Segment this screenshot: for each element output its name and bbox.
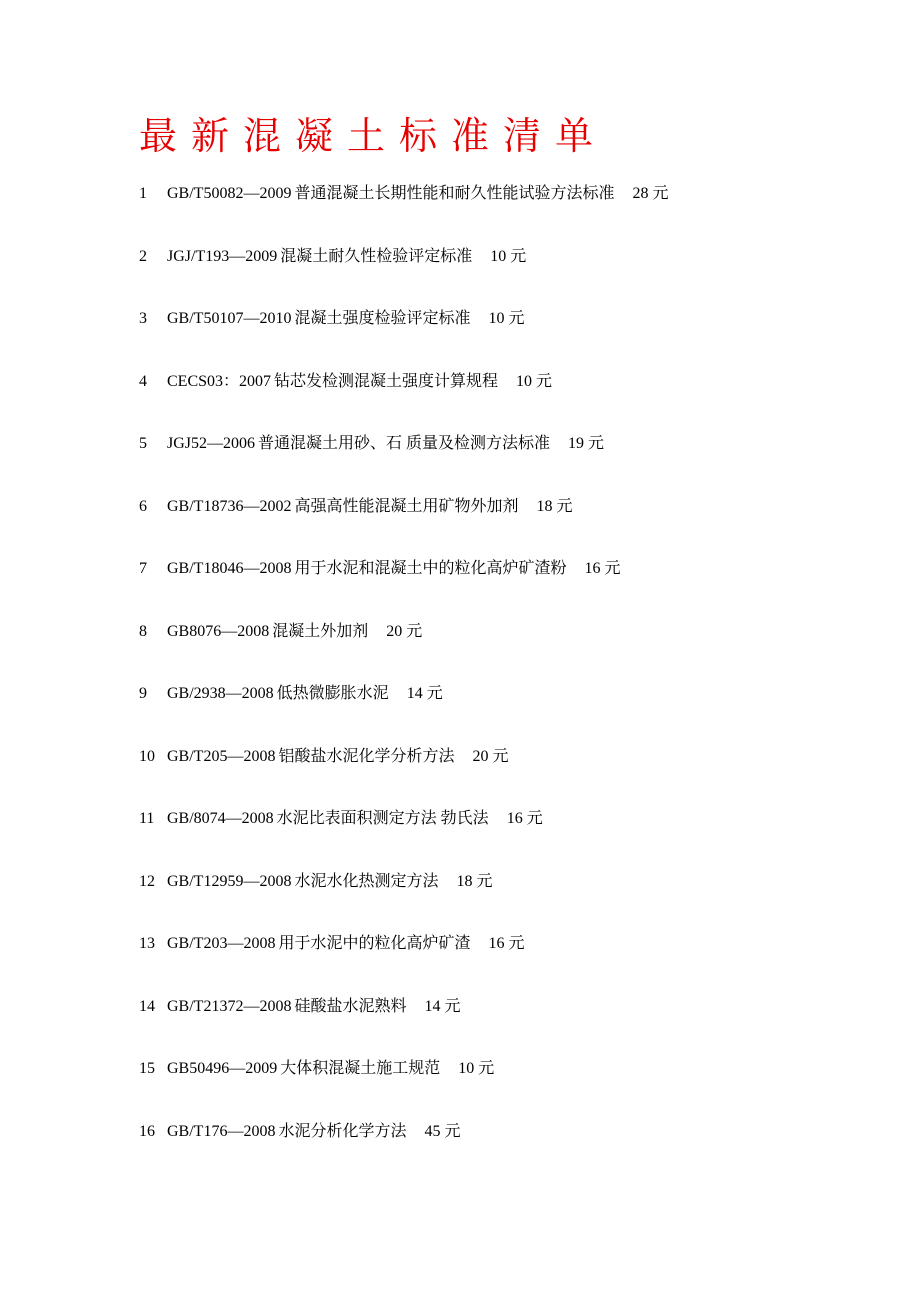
standard-name: 低热微膨胀水泥 (276, 685, 389, 702)
price: 10 元 (458, 1060, 495, 1077)
list-item (139, 181, 668, 244)
standard-name: 用于水泥中的粒化高炉矿渣 (278, 935, 471, 952)
standard-code: GB50496—2009 (167, 1060, 278, 1077)
standards-list (139, 181, 668, 1181)
standard-name: 硅酸盐水泥熟料 (294, 997, 407, 1015)
item-number: 15 (139, 1060, 155, 1077)
item-number: 14 (139, 997, 155, 1015)
price: 10 元 (488, 310, 525, 327)
price: 14 元 (424, 997, 461, 1015)
item-number: 5 (139, 435, 147, 452)
list-item (139, 806, 668, 869)
item-number: 4 (139, 372, 147, 390)
item-number: 1 (139, 185, 147, 202)
standard-code: GB/T205—2008 (167, 747, 276, 765)
standard-code: GB/T21372—2008 (167, 997, 292, 1015)
price: 16 元 (584, 560, 621, 577)
price: 45 元 (424, 1122, 461, 1140)
standard-name: 铝酸盐水泥化学分析方法 (278, 747, 455, 765)
list-item (139, 931, 668, 994)
price: 28 元 (632, 185, 669, 202)
standard-name: 大体积混凝土施工规范 (280, 1060, 441, 1077)
standard-code: GB/T12959—2008 (167, 872, 292, 890)
item-number: 7 (139, 560, 147, 577)
list-item (139, 744, 668, 807)
item-number: 11 (139, 810, 155, 827)
standard-code: GB/T18046—2008 (167, 560, 292, 577)
item-number: 3 (139, 310, 147, 327)
standard-code: GB/T50082—2009 (167, 185, 292, 202)
standard-code: CECS03：2007 (167, 372, 272, 390)
list-item (139, 244, 668, 307)
price: 10 元 (516, 372, 553, 390)
standard-code: JGJ/T193—2009 (167, 247, 278, 265)
price: 18 元 (456, 872, 493, 890)
standard-code: GB/2938—2008 (167, 685, 274, 702)
list-item (139, 1119, 668, 1182)
price: 16 元 (506, 810, 543, 827)
list-item (139, 681, 668, 744)
standard-name: 水泥比表面积测定方法 勃氏法 (276, 810, 489, 827)
price: 16 元 (488, 935, 525, 952)
list-item (139, 619, 668, 682)
price: 20 元 (386, 622, 423, 640)
standard-name: 钻芯发检测混凝土强度计算规程 (274, 372, 499, 390)
standard-name: 混凝土耐久性检验评定标准 (280, 247, 473, 265)
standard-name: 水泥水化热测定方法 (294, 872, 439, 890)
item-number: 16 (139, 1122, 155, 1140)
item-number: 6 (139, 497, 147, 515)
item-number: 12 (139, 872, 155, 890)
price: 19 元 (568, 435, 605, 452)
standard-name: 水泥分析化学方法 (278, 1122, 407, 1140)
item-number: 13 (139, 935, 155, 952)
item-number: 10 (139, 747, 155, 765)
standard-code: GB8076—2008 (167, 622, 270, 640)
item-number: 2 (139, 247, 147, 265)
list-item (139, 994, 668, 1057)
list-item (139, 306, 668, 369)
standard-name: 用于水泥和混凝土中的粒化高炉矿渣粉 (294, 560, 567, 577)
standard-code: GB/T50107—2010 (167, 310, 292, 327)
list-item (139, 494, 668, 557)
standard-code: GB/T18736—2002 (167, 497, 292, 515)
standard-code: GB/T176—2008 (167, 1122, 276, 1140)
standard-name: 高强高性能混凝土用矿物外加剂 (294, 497, 519, 515)
standard-name: 普通混凝土用砂、石 质量及检测方法标准 (258, 435, 551, 452)
price: 20 元 (472, 747, 509, 765)
item-number: 8 (139, 622, 147, 640)
price: 18 元 (536, 497, 573, 515)
standard-code: JGJ52—2006 (167, 435, 256, 452)
list-item (139, 431, 668, 494)
list-item (139, 1056, 668, 1119)
list-item (139, 869, 668, 932)
standard-code: GB/8074—2008 (167, 810, 274, 827)
item-number: 9 (139, 685, 147, 702)
standard-name: 混凝土外加剂 (272, 622, 369, 640)
price: 14 元 (406, 685, 443, 702)
page-title: 最新混凝土标准清单 (139, 114, 608, 158)
list-item (139, 369, 668, 432)
standard-name: 混凝土强度检验评定标准 (294, 310, 471, 327)
price: 10 元 (490, 247, 527, 265)
standard-name: 普通混凝土长期性能和耐久性能试验方法标准 (294, 185, 615, 202)
standard-code: GB/T203—2008 (167, 935, 276, 952)
list-item (139, 556, 668, 619)
